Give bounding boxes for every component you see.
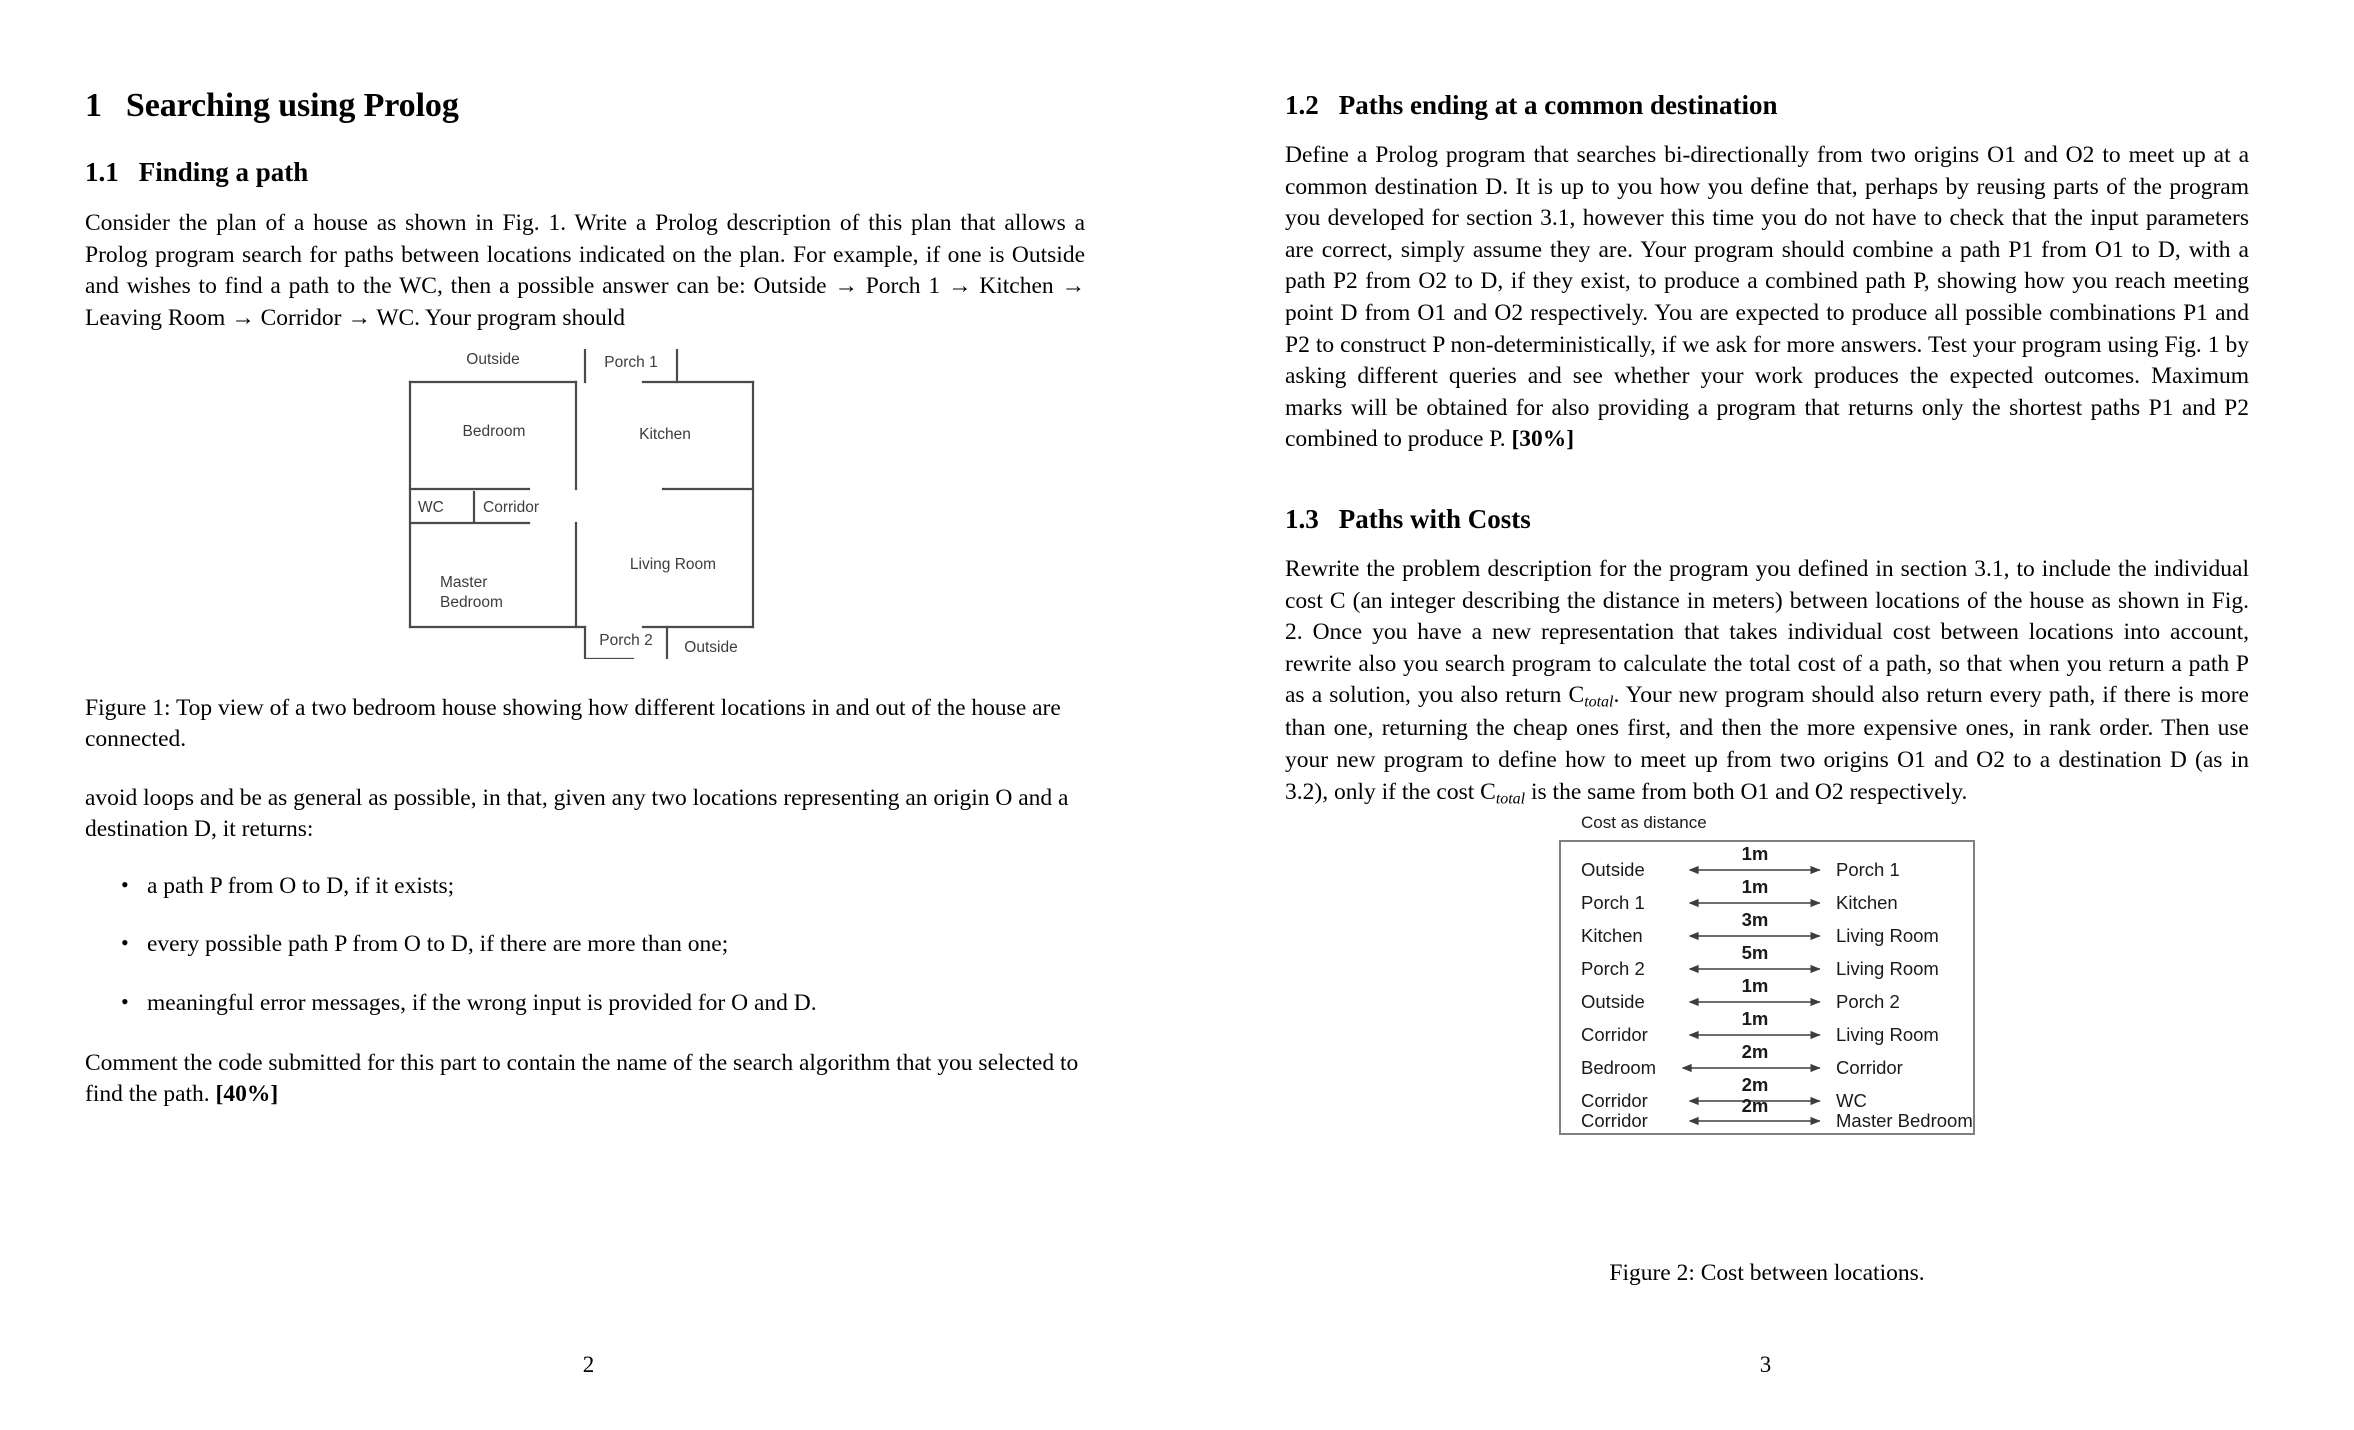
subsection-1-1-title: Finding a path xyxy=(138,157,309,188)
floorplan-label-wc: WC xyxy=(418,498,444,516)
page-number-right: 3 xyxy=(1759,1352,1772,1377)
figure-1-caption: Figure 1: Top view of a two bedroom house showing how different locations in and out of the house are connected. xyxy=(85,694,1061,753)
floorplan-label-bedroom: Bedroom xyxy=(462,422,526,440)
cost-row-from: Corridor xyxy=(1581,1023,1648,1045)
figure-2-caption: Figure 2: Cost between locations. xyxy=(1609,1259,1925,1286)
cost-row-from: Corridor xyxy=(1581,1089,1648,1111)
paragraph-1-3-part2: . Your new program should also return every path, if there is more than one, returning the cheap ones first, and then the more expensive ones, in rank order. Then use your new program to define how to meet up from two origins O1 and O2 to a destination D (as in 3.2), only if the cost C xyxy=(1285,682,2249,805)
floorplan-svg xyxy=(395,349,775,659)
cost-row-to: Corridor xyxy=(1836,1056,1903,1078)
cost-row-distance: 1m xyxy=(1741,974,1769,996)
cost-row-from: Corridor xyxy=(1581,1109,1648,1131)
cost-row-to: Living Room xyxy=(1836,957,1939,979)
cost-row-from: Outside xyxy=(1581,858,1645,880)
subsection-1-3-number: 1.3 xyxy=(1285,503,1319,534)
floorplan-label-master-bedroom-2: Bedroom xyxy=(440,593,503,611)
cost-row-distance: 1m xyxy=(1741,842,1769,864)
cost-row-distance: 2m xyxy=(1741,1040,1769,1062)
subsection-heading-1-1 xyxy=(85,157,1085,188)
floorplan-label-kitchen: Kitchen xyxy=(639,425,691,443)
section-heading-1 xyxy=(85,86,1085,125)
paragraph-avoid-loops: avoid loops and be as general as possible, in that, given any two locations representing an origin O and a destination D, it returns: xyxy=(85,784,1069,843)
document-page-right xyxy=(1177,0,2354,1430)
subsection-1-3-title: Paths with Costs xyxy=(1338,503,1531,534)
cost-row-distance: 3m xyxy=(1741,908,1769,930)
floorplan-label-porch2: Porch 2 xyxy=(599,631,653,649)
cost-row-from: Porch 1 xyxy=(1581,891,1645,913)
subscript-total-2: total xyxy=(1495,790,1526,808)
section-1-number: 1 xyxy=(85,87,102,124)
floorplan-label-outside-bottom: Outside xyxy=(684,638,738,656)
paragraph-1-2-text: Define a Prolog program that searches bi-directionally from two origins O1 and O2 to meet up at a common destination D. It is up to you how you define that, perhaps by reusing parts of the program you developed for section 3.1, however this time you do not have to check that the input parameters are correct, simply assume they are. Your program should combine a path P1 from O1 to D, with a path P2 from O2 to D, if they exist, to produce a combined path P, showing how you reach meeting point D from O1 and O2 respectively. You are expected to produce all possible combinations P1 and P2 to construct P non-deterministically, if we ask for more answers. Test your program using Fig. 1 by asking different queries and see whether your work produces the expected outcomes. Maximum marks will be obtained for also providing a program that returns only the shortest paths P1 and P2 combined to produce P. xyxy=(1285,142,2249,453)
subsection-heading-1-3 xyxy=(1285,504,2249,535)
list-item: • meaningful error messages, if the wrong input is provided for O and D. xyxy=(147,988,1085,1020)
floorplan-label-living-room: Living Room xyxy=(629,555,717,573)
subsection-heading-1-2 xyxy=(1285,90,2249,121)
cost-row-to: Kitchen xyxy=(1836,891,1898,913)
cost-row-distance: 1m xyxy=(1741,875,1769,897)
cost-row-to: Living Room xyxy=(1836,924,1939,946)
subsection-1-2-number: 1.2 xyxy=(1285,90,1319,120)
cost-row-distance: 2m xyxy=(1741,1094,1769,1116)
paragraph-1-3-part1: Rewrite the problem description for the program you defined in section 3.1, to include the individual cost C (an integer describing the distance in meters) between locations of the house as shown in Fig. 2. Once you have a new representation that takes individual cost between locations into account, rewrite also you search program to calculate the total cost of a path, so that when you return a path P as a solution, you also return C xyxy=(1285,556,2249,709)
paragraph-1-3-part3: is the same from both O1 and O2 respectively. xyxy=(1525,778,1968,805)
marks-badge-40: [40%] xyxy=(215,1081,279,1108)
cost-row-distance: 1m xyxy=(1741,1007,1769,1029)
floorplan-label-corridor: Corridor xyxy=(483,498,539,516)
cost-row-from: Porch 2 xyxy=(1581,957,1645,979)
cost-row-to: Porch 1 xyxy=(1836,858,1900,880)
cost-row-to: Master Bedroom xyxy=(1836,1109,1973,1131)
cost-row-to: Porch 2 xyxy=(1836,990,1900,1012)
figure-1-floorplan xyxy=(85,349,1085,659)
floorplan-label-outside-top: Outside xyxy=(466,350,520,368)
list-item: • every possible path P from O to D, if there are more than one; xyxy=(147,929,1085,961)
cost-diagram-title: Cost as distance xyxy=(1581,813,1707,832)
cost-row-distance: 2m xyxy=(1741,1073,1769,1095)
list-item: • a path P from O to D, if it exists; xyxy=(147,871,1085,903)
cost-row-to: Living Room xyxy=(1836,1023,1939,1045)
paragraph-1-2 xyxy=(1285,140,2249,456)
section-1-title: Searching using Prolog xyxy=(125,87,459,124)
paragraph-comment-code xyxy=(85,1048,1085,1111)
page-number-left: 2 xyxy=(582,1352,595,1377)
cost-diagram-svg xyxy=(1557,814,1977,1164)
cost-row-from: Outside xyxy=(1581,990,1645,1012)
cost-row-from: Bedroom xyxy=(1581,1056,1657,1078)
paragraph-intro: Consider the plan of a house as shown in Fig. 1. Write a Prolog description of this plan that allows a Prolog program search for paths between locations indicated on the plan. For example, if one is Outside and wishes to find a path to the WC, then a possible answer can be: Outside → Porch 1 → Kitchen → Leaving Room → Corridor → WC. Your program should xyxy=(85,210,1085,331)
floorplan-label-porch1: Porch 1 xyxy=(604,353,658,371)
cost-row-from: Kitchen xyxy=(1581,924,1643,946)
paragraph-1-3 xyxy=(1285,554,2249,809)
marks-badge-30: [30%] xyxy=(1511,426,1575,453)
subsection-1-1-number: 1.1 xyxy=(85,157,119,188)
figure-2-cost-diagram xyxy=(1285,814,2249,1174)
subsection-1-2-title: Paths ending at a common destination xyxy=(1338,90,1778,120)
paragraph-comment-text: Comment the code submitted for this part to contain the name of the search algorithm that you selected to find the path. xyxy=(85,1049,1079,1108)
cost-row-distance: 5m xyxy=(1741,941,1769,963)
cost-row-to: WC xyxy=(1836,1089,1867,1111)
subscript-total-1: total xyxy=(1584,693,1614,711)
requirements-list xyxy=(85,871,1085,1020)
floorplan-label-master-bedroom-1: Master xyxy=(440,573,488,591)
